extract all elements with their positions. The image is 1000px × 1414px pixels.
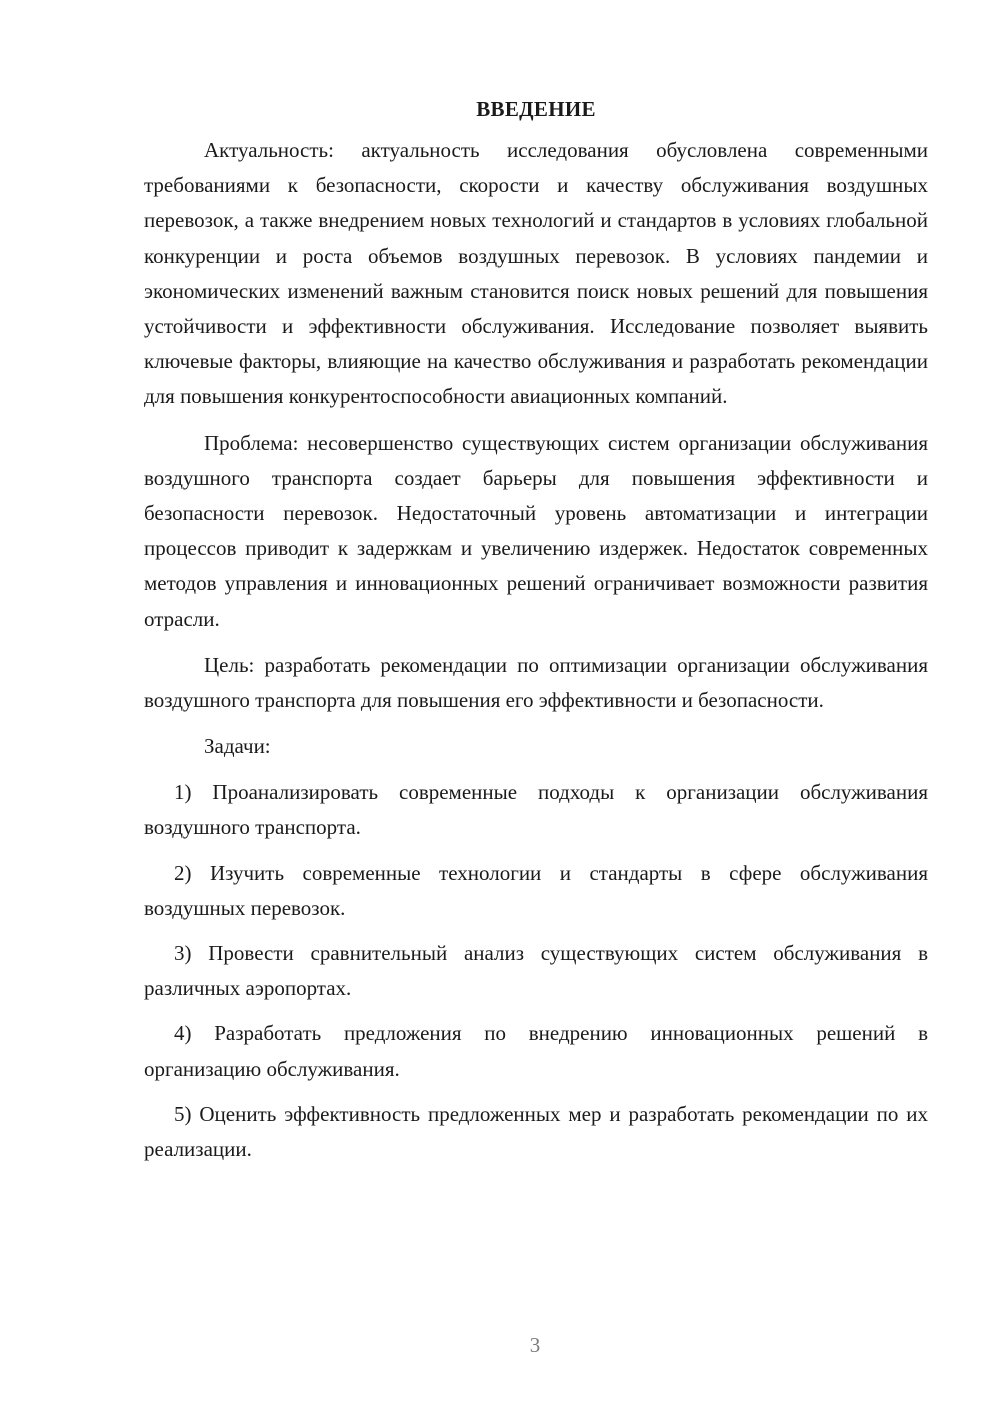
task-item-3: 3) Провести сравнительный анализ существующих систем обслуживания в различных аэропортах.: [144, 941, 928, 1001]
tasks-label: Задачи:: [204, 734, 271, 759]
tasks-list: [144, 775, 928, 1167]
task-item-4: 4) Разработать предложения по внедрению инновационных решений в организацию обслуживания.: [144, 1021, 928, 1081]
page-content: [144, 92, 928, 1177]
task-item-2: 2) Изучить современные технологии и стандарты в сфере обслуживания воздушных перевозок.: [144, 860, 928, 920]
section-title: ВВЕДЕНИЕ: [476, 97, 596, 121]
task-item-5: 5) Оценить эффективность предложенных мер и разработать рекомендации по их реализации.: [144, 1101, 928, 1162]
relevance-paragraph: Актуальность: актуальность исследования обусловлена современными требованиями к безопасности, скорости и качеству обслуживания воздушных перевозок, а также внедрением новых технологий и стандартов в условиях глобальной конкуренции и роста объемов воздушных перевозок. В условиях пандемии и экономических изменений важным становится поиск новых решений для повышения устойчивости и эффективности обслуживания. Исследование позволяет выявить ключевые факторы, влияющие на качество обслуживания и разработать рекомендации для повышения конкурентоспособности авиационных компаний.: [144, 138, 928, 409]
task-item-1: 1) Проанализировать современные подходы к организации обслуживания воздушного транспорта.: [144, 780, 928, 840]
page-number: 3: [529, 1333, 541, 1357]
goal-paragraph: Цель: разработать рекомендации по оптимизации организации обслуживания воздушного транспорта для повышения его эффективности и безопасности.: [144, 652, 928, 713]
problem-paragraph: Проблема: несовершенство существующих систем организации обслуживания воздушного транспорта создает барьеры для повышения эффективности и безопасности перевозок. Недостаточный уровень автоматизации и интеграции процессов приводит к задержкам и увеличению издержек. Недостаток современных методов управления и инновационных решений ограничивает возможности развития отрасли.: [144, 430, 928, 631]
